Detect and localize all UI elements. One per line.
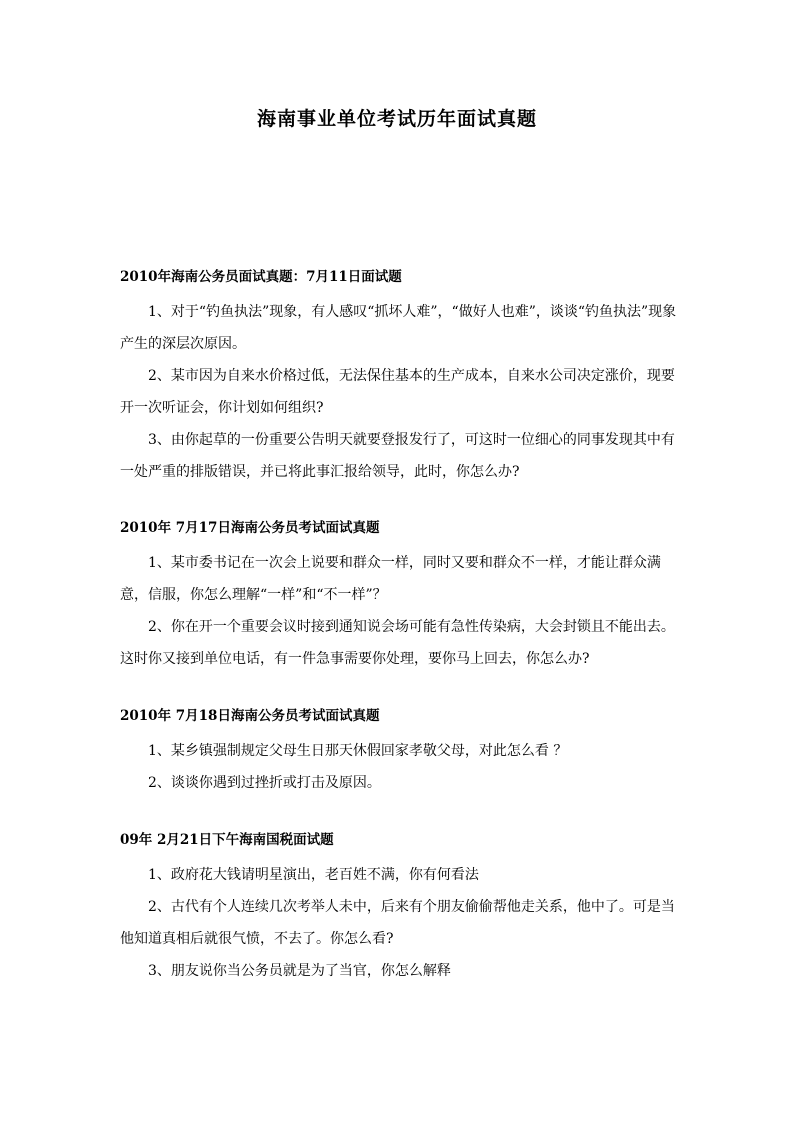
- section-2010-07-18: [120, 705, 680, 799]
- section-heading: 2010年海南公务员面试真题：7月11日面试题: [120, 269, 402, 285]
- question-item: 1、对于“钓鱼执法”现象，有人感叹“抓坏人难”，“做好人也难”，谈谈“钓鱼执法”现象产生的深层次原因。: [120, 304, 677, 352]
- question-item: 2、你在开一个重要会议时接到通知说会场可能有急性传染病，大会封锁且不能出去。这时你又接到单位电话，有一件急事需要你处理，要你马上回去，你怎么办?: [120, 619, 675, 667]
- question-item: 1、政府花大钱请明星演出，老百姓不满，你有何看法: [148, 867, 479, 883]
- question-item: 2、谈谈你遇到过挫折或打击及原因。: [148, 775, 381, 791]
- section-heading: 2010年 7月18日海南公务员考试面试真题: [120, 708, 380, 724]
- document-title: 海南事业单位考试历年面试真题: [256, 108, 537, 130]
- section-09-02-21: [120, 829, 680, 987]
- question-item: 3、朋友说你当公务员就是为了当官，你怎么解释: [148, 963, 451, 979]
- section-heading: 09年 2月21日下午海南国税面试题: [120, 832, 334, 848]
- question-item: 1、某市委书记在一次会上说要和群众一样，同时又要和群众不一样，才能让群众满意，信服，你怎么理解“一样”和“不一样”？: [120, 555, 661, 603]
- question-item: 1、某乡镇强制规定父母生日那天休假回家孝敬父母，对此怎么看 ？: [148, 743, 568, 759]
- section-2010-07-11: [120, 266, 680, 488]
- section-heading: 2010年 7月17日海南公务员考试面试真题: [120, 520, 380, 536]
- question-item: 3、由你起草的一份重要公告明天就要登报发行了，可这时一位细心的同事发现其中有一处严重的排版错误，并已将此事汇报给领导，此时，你怎么办?: [120, 432, 675, 480]
- question-item: 2、古代有个人连续几次考举人未中，后来有个朋友偷偷帮他走关系，他中了。可是当他知道真相后就很气愤，不去了。你怎么看?: [120, 899, 675, 947]
- section-2010-07-17: [120, 517, 680, 675]
- question-item: 2、某市因为自来水价格过低，无法保住基本的生产成本，自来水公司决定涨价，现要开一次听证会，你计划如何组织?: [120, 368, 675, 416]
